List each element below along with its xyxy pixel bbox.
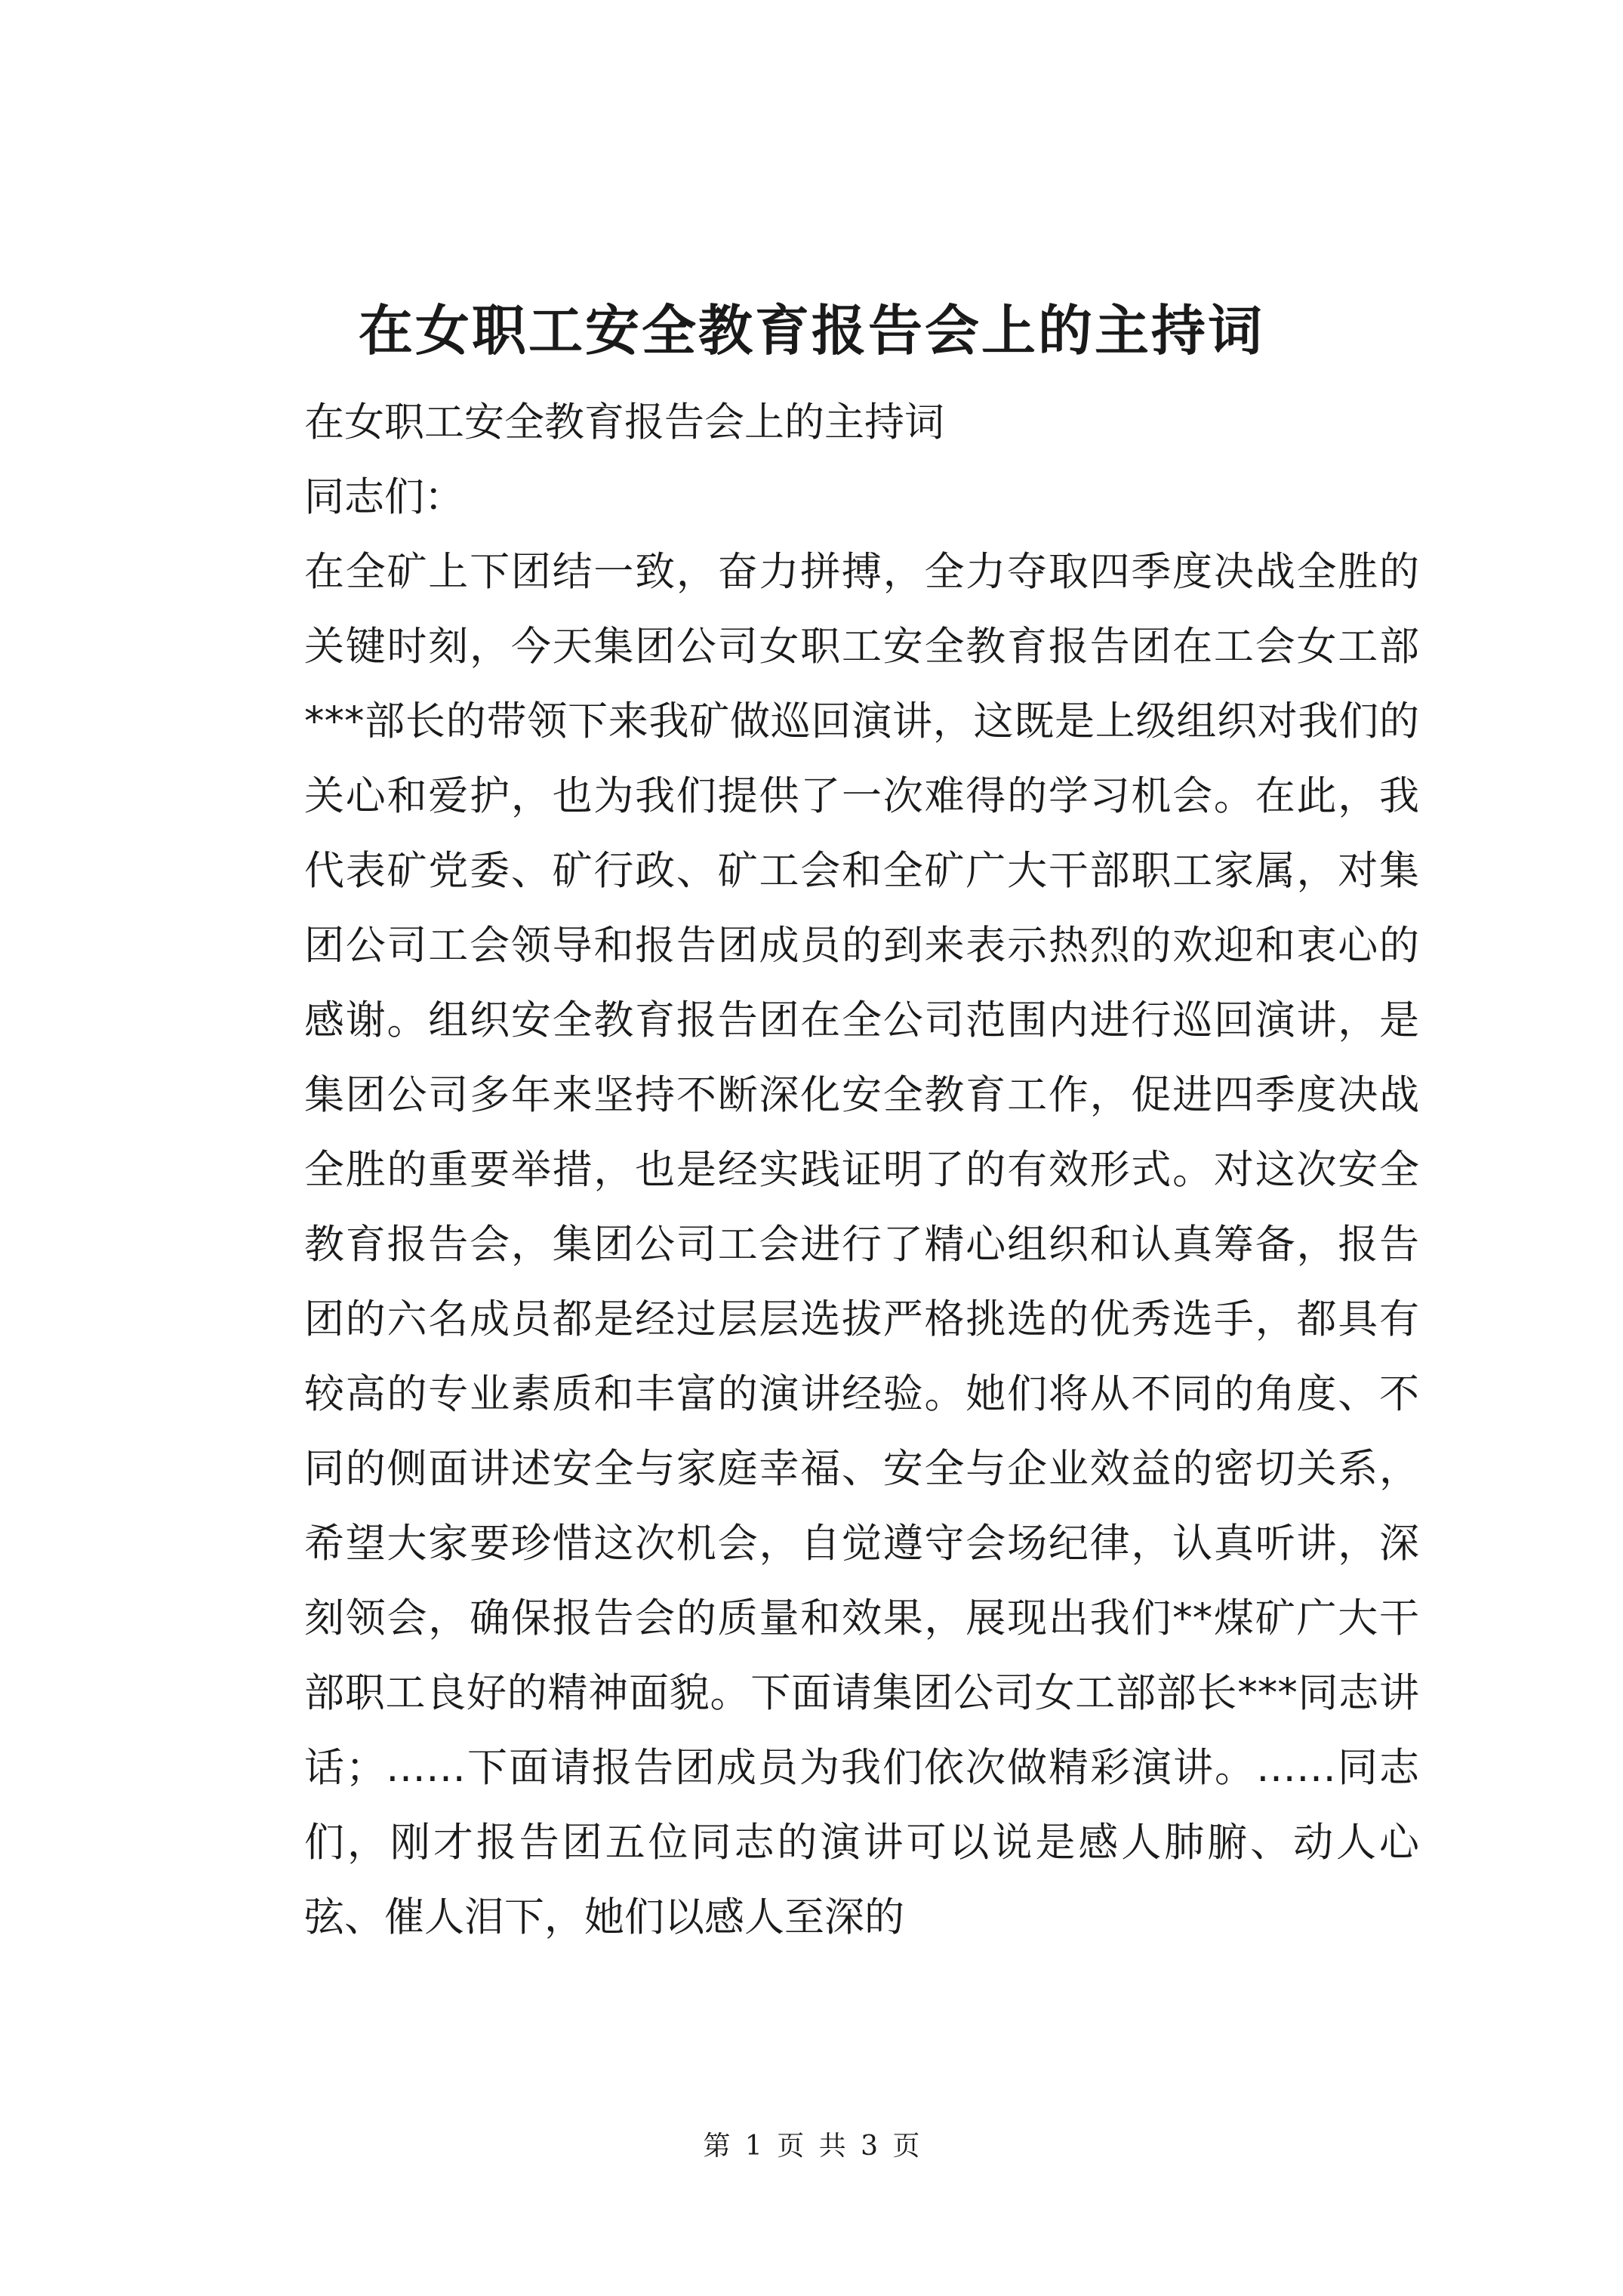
document-title: 在女职工安全教育报告会上的主持词: [358, 298, 1264, 362]
body-paragraph: 在全矿上下团结一致，奋力拼搏，全力夺取四季度决战全胜的关键时刻，今天集团公司女职工安全教育报告团在工会女工部***部长的带领下来我矿做巡回演讲，这既是上级组织对我们的关心和爱护，也为我们提供了一次难得的学习机会。在此，我代表矿党委、矿行政、矿工会和全矿广大干部职工家属，对集团公司工会领导和报告团成员的到来表示热烈的欢迎和衷心的感谢。组织安全教育报告团在全公司范围内进行巡回演讲，是集团公司多年来坚持不断深化安全教育工作，促进四季度决战全胜的重要举措，也是经实践证明了的有效形式。对这次安全教育报告会，集团公司工会进行了精心组织和认真筹备，报告团的六名成员都是经过层层选拔严格挑选的优秀选手，都具有较高的专业素质和丰富的演讲经验。她们将从不同的角度、不同的侧面讲述安全与家庭幸福、安全与企业效益的密切关系，希望大家要珍惜这次机会，自觉遵守会场纪律，认真听讲，深刻领会，确保报告会的质量和效果，展现出我们**煤矿广大干部职工良好的精神面貌。下面请集团公司女工部部长***同志讲话；……下面请报告团成员为我们依次做精彩演讲。……同志们，刚才报告团五位同志的演讲可以说是感人肺腑、动人心弦、催人泪下，她们以感人至深的: [304, 549, 1419, 1940]
page-footer: 第 1 页 共 3 页: [703, 2131, 920, 2162]
salutation: 同志们：: [304, 474, 464, 520]
document-body: [219, 385, 1419, 1955]
subtitle-line: 在女职工安全教育报告会上的主持词: [304, 399, 944, 445]
